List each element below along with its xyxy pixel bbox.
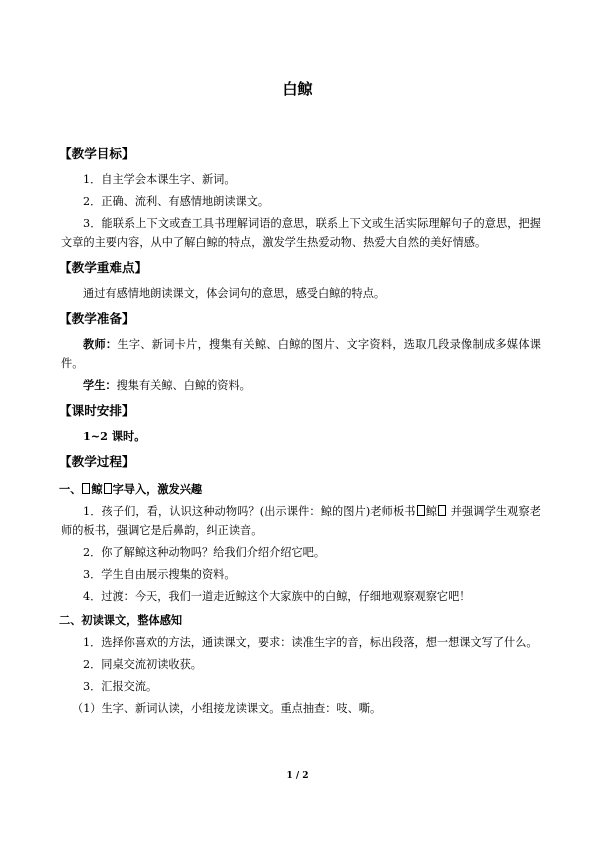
section-heading-key-points: 【教学重难点】 [59, 260, 148, 275]
part1-item1-text-b: 并强调学生观察老师的板书，强调它是后鼻韵，纠正读音。 [61, 505, 541, 537]
section-heading-goals: 【教学目标】 [59, 146, 135, 161]
process-part1-item [61, 502, 541, 540]
teacher-label: 教师： [83, 337, 118, 351]
process-part1-heading [59, 480, 541, 499]
student-text: 搜集有关鲸、白鲸的资料。 [116, 379, 251, 392]
process-part2-item: 3．汇报交流。 [83, 680, 158, 693]
preparation-teacher [61, 335, 541, 373]
process-part1-item: 4．过渡：今天，我们一道走近鲸这个大家族中的白鲸，仔细地观察观察它吧！ [83, 590, 471, 603]
process-part2-item: 1．选择你喜欢的方法，通读课文，要求：读准生字的音，标出段落，想一想课文写了什么。 [83, 636, 538, 649]
missing-glyph-box-icon [104, 483, 112, 494]
missing-glyph-box-icon [417, 505, 425, 516]
missing-glyph-box-icon [82, 483, 90, 494]
section-heading-preparation: 【教学准备】 [59, 311, 135, 326]
part1-item1-text-a: 1．孩子们，看，认识这种动物吗？(出示课件：鲸的图片)老师板书 [83, 505, 416, 518]
part1-heading-suffix: 字导入，激发兴趣 [112, 483, 203, 496]
goal-item: 2．正确、流利、有感情地朗读课文。 [83, 195, 270, 208]
process-part2-subitem: （1）生字、新词认读，小组接龙读课文。重点抽查：吱、嘶。 [72, 702, 382, 715]
schedule-text: 1~2 课时。 [83, 429, 146, 443]
part1-heading-quoted: 鲸 [91, 483, 103, 496]
section-heading-schedule: 【课时安排】 [59, 403, 135, 418]
page-number: 1 / 2 [286, 771, 309, 781]
part1-heading-prefix: 一、 [59, 483, 82, 496]
missing-glyph-box-icon [438, 505, 446, 516]
key-points-text: 通过有感情地朗读课文，体会词句的意思，感受白鲸的特点。 [83, 287, 386, 300]
document-title: 白鲸 [282, 80, 313, 98]
section-heading-process: 【教学过程】 [59, 454, 135, 469]
part1-item1-quoted: 鲸 [425, 505, 438, 518]
process-part2-heading: 二、初读课文，整体感知 [59, 614, 183, 627]
preparation-student [61, 376, 541, 395]
document-body [61, 141, 541, 721]
process-part1-item: 2．你了解鲸这种动物吗？给我们介绍介绍它吧。 [83, 546, 326, 559]
process-part1-item: 3．学生自由展示搜集的资料。 [83, 568, 236, 581]
goal-item: 1．自主学会本课生字、新词。 [83, 173, 236, 186]
teacher-text: 生字、新词卡片，搜集有关鲸、白鲸的图片、文字资料，选取几段录像制成多媒体课件。 [61, 338, 541, 370]
process-part2-item: 2．同桌交流初读收获。 [83, 658, 202, 671]
student-label: 学生： [83, 378, 117, 392]
goal-item: 3．能联系上下文或查工具书理解词语的意思，联系上下文或生活实际理解句子的意思，把握文章的主要内容，从中了解白鲸的特点，激发学生热爱动物、热爱大自然的美好情感。 [61, 217, 541, 249]
